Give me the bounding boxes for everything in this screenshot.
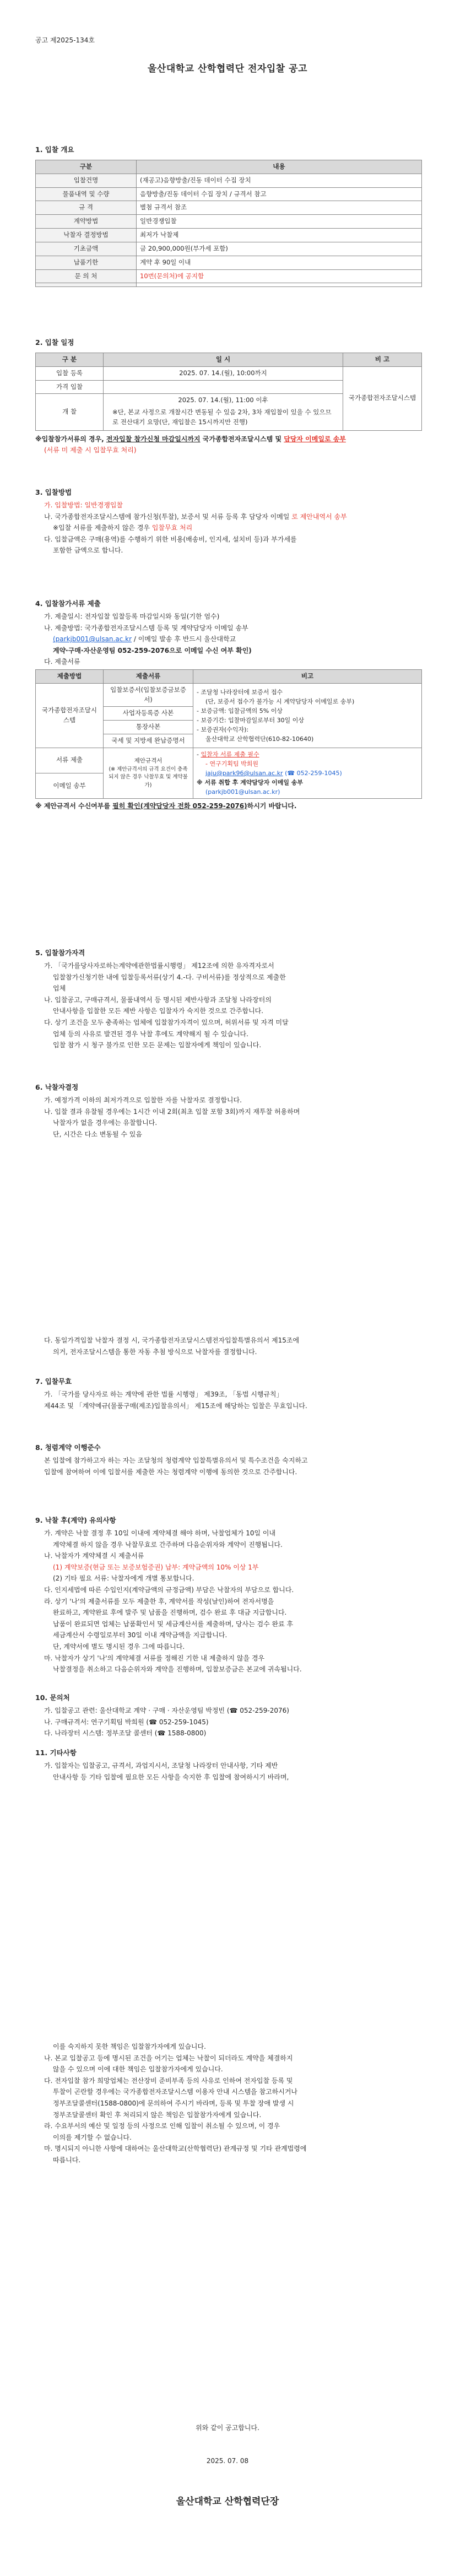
table-row: 계약방법 일반경쟁입찰 xyxy=(36,215,422,229)
table-row: 입찰 등록 2025. 07. 14.(월), 10:00까지 국가종합전자조달시스템 xyxy=(36,366,422,380)
notice-number: 공고 제2025-134호 xyxy=(35,36,95,44)
table-row: 문 의 처 10번(문의처)에 공지함 xyxy=(36,269,422,283)
table-row: 규 격 별첨 규격서 참조 xyxy=(36,201,422,215)
section-heading-method: 3. 입찰방법 xyxy=(35,488,72,496)
col-header-category: 구분 xyxy=(36,160,137,174)
section-heading-documents: 4. 입찰참가서류 제출 xyxy=(35,599,101,608)
schedule-note-1-cont: (서류 미 제출 시 입찰무효 처리) xyxy=(44,446,137,454)
documents-item-da: 다. 제출서류 xyxy=(44,658,80,666)
col-header-content: 내용 xyxy=(137,160,422,174)
documents-item-ga: 가. 제출일시: 전자입찰 입찰등록 마감일시와 동일(기한 엄수) xyxy=(44,613,220,620)
award-section-da: 다. 동일가격입찰 낙찰자 결정 시, 국가종합전자조달시스템전자입찰특별유의서 제15조에 의거, 전자조달시스템을 통한 자동 추첨 방식으로 낙찰자를 결정합니다. xyxy=(44,1336,300,1356)
contract-section: 가. 계약은 낙찰 결정 후 10일 이내에 계약체결 해야 하며, 낙찰업체가 10일 이내 계약체결 하지 않을 경우 낙찰무효로 간주하며 다음순위자와 계약이 진행됩니다. 나. 낙찰자가 계약체결 시 제출서류 (1) 계약보증(현금 또는 보증보험증권) 납부: 계약금액의 10% 이상 1부 (2) 기타 필요 서류: 낙찰자에게 개별 통보합니다. 다. 인지세법에 따른 수입인지(계약금액의 규정금액) 부담은 낙찰자의 부담으로 합니다. 라. 상기 '나'의 제출서류를 모두 제출한 후, 계약서를 작성(날인)하여 전자서명을 완료하고, 계약완료 후에 발주 및 납품을 진행하며, 검수 완료 후 대금 지급합니다. 납품이 완료되면 업체는 납품확인서 및 세금계산서를 제출하며, 당사는 검수 완료 후 세금계산서 수령일로부터 30일 이내 계약금액을 지급합니다. 단, 계약서에 별도 명시된 경우 그에 따릅니다. 마. 낙찰자가 상기 '나'의 계약체결 서류를 정해진 기한 내 제출하지 않을 경우 낙찰결정을 취소하고 다음순위자와 계약을 진행하며, 입찰보증금은 본교에 귀속됩니다. xyxy=(44,1529,302,1674)
notice-date: 2025. 07. 08 xyxy=(206,2457,249,2465)
section-heading-invalid: 7. 입찰무효 xyxy=(35,1377,72,1386)
method-item-na-cont: ※입찰 서류를 제출하지 않은 경우 입찰무효 처리 xyxy=(53,524,193,532)
issuer-name: 울산대학교 산학협력단장 xyxy=(176,2496,279,2507)
method-section xyxy=(35,500,422,557)
page-title: 울산대학교 산학협력단 전자입찰 공고 xyxy=(147,63,307,74)
documents-item-na-email: (parkjb001@ulsan.ac.kr / 이메일 발송 후 반드시 울산대학교 xyxy=(53,635,236,643)
col-header-category: 구 분 xyxy=(36,353,104,367)
etc-section: 가. 입찰자는 입찰공고, 규격서, 과업지시서, 조달청 나라장터 안내사항, 기타 제반 안내사항 등 기타 입찰에 필요한 모든 사항을 숙지한 후 입찰에 참여하시기 바라며, xyxy=(44,1762,289,1781)
section-heading-award: 6. 낙찰자결정 xyxy=(35,1083,79,1091)
overview-table xyxy=(35,160,422,287)
integrity-section: 본 입찰에 참가하고자 하는 자는 조달청의 청렴계약 입찰특별유의서 및 특수조건을 숙지하고 입찰에 참여하여 이에 입찰서를 제출한 자는 청렴계약 이행에 동의한 것으로 간주합니다. xyxy=(44,1457,308,1476)
table-row: 사업자등록증 사본 xyxy=(36,707,422,721)
documents-item-na-contact: 계약·구매·자산운영팀 052-259-2076으로 이메일 수신 여부 확인) xyxy=(53,646,252,654)
table-row: 서류 제출 제안규격서 (※ 제안규격서의 규격 요건이 충족되지 않은 경우 낙찰무효 및 계약불가) - 입찰자 서류 제출 필수 - 연구기획팀 박희원 jaju@park96@ulsan.ac.kr (☎ 052-259-1045) ※ 서류 취합 후 계약담당자 이메일 송부 (parkjb001@ulsan.ac.kr) xyxy=(36,748,422,773)
method-item-ga: 가. 입찰방법: 일반경쟁입찰 xyxy=(44,501,123,509)
award-section: 가. 예정가격 이하의 최저가격으로 입찰한 자를 낙찰자로 결정합니다. 나. 입찰 결과 유찰될 경우에는 1시간 이내 2회(최초 입찰 포함 3회)까지 재투찰 허용하며 낙찰자가 없을 경우에는 유찰합니다. 단, 시간은 다소 변동될 수 있음 xyxy=(44,1096,300,1138)
documents-section xyxy=(35,611,422,813)
table-row: 통장사본 xyxy=(36,721,422,734)
col-header-note: 비 고 xyxy=(343,353,422,367)
schedule-table xyxy=(35,353,422,457)
col-header-datetime: 일 시 xyxy=(104,353,343,367)
documents-note: ※ 제안규격서 수신여부를 필히 확인(계약담당자 전화 052-259-2076)하시기 바랍니다. xyxy=(35,802,297,810)
eligibility-section: 가. 「국가를당사자로하는계약에관한법률시행령」 제12조에 의한 유자격자로서 입찰참가신청기한 내에 입찰등록서류(상기 4.-다. 구비서류)를 정상적으로 제출한 업체 나. 입찰공고, 구매규격서, 물품내역서 등 명시된 제반사항과 조달청 나라장터의 안내사항을 입찰한 모든 제반 사항은 입찰자가 숙지한 것으로 간주합니다. 다. 상기 조건을 모두 충족하는 업체에 입찰참가자격이 있으며, 허위서류 및 자격 미달 업체 등의 사유로 발견된 경우 낙찰 후에도 계약해지 될 수 있습니다. 입찰 참가 시 청구 불가로 인한 모든 문제는 입찰자에게 책임이 있습니다. xyxy=(44,962,289,1049)
schedule-note-1: ※입찰참가서류의 경우, 전자입찰 참가신청 마감일시까지 국가종합전자조달시스템 및 담당자 이메일로 송부 xyxy=(35,435,346,443)
section-heading-overview: 1. 입찰 개요 xyxy=(35,145,74,154)
table-row: 가격 입찰 xyxy=(36,380,422,394)
method-item-da: 다. 입찰금액은 구매(용역)를 수행하기 위한 비용(배송비, 인지세, 설치비 등)과 부가세를 xyxy=(44,535,297,543)
etc-section-cont: 이를 숙지하지 못한 책임은 입찰참가자에게 있습니다. 나. 본교 입찰공고 등에 명시된 조건을 어기는 업체는 낙찰이 되더라도 계약을 체결하지 않을 수 있으며 이에 대한 책임은 입찰참가자에게 있습니다. 다. 전자입찰 참가 희망업체는 전산장비 준비부족 등의 사유로 인하여 전자입찰 등록 및 투찰이 곤란할 경우에는 국가종합전자조달시스템 이용자 안내 시스템을 참고하시거나 정부조달콜센터(1588-0800)에 문의하여 주시기 바라며, 등록 및 투찰 장애 발생 시 정부조달콜센터 확인 후 처리되지 않은 책임은 입찰참가자에게 있습니다. 라. 수요부서의 예산 및 일정 등의 사정으로 인해 입찰이 취소될 수 있으며, 이 경우 이의를 제기할 수 없습니다. 마. 명시되지 아니한 사항에 대하여는 울산대학교(산학협력단) 관계규정 및 기타 관계법령에 따릅니다. xyxy=(44,2043,307,2164)
section-heading-schedule: 2. 입찰 일정 xyxy=(35,338,74,347)
table-row: 국세 및 지방세 완납증명서 xyxy=(36,734,422,748)
documents-table: 제출방법 제출서류 비고 국가종합전자조달시스템 입찰보증서(입찰보증금보증서) - 조달청 나라장터에 보증서 접수 (단, 보증서 접수가 불가능 시 계약담당자 이메일로 송부) - 보증금액: 입찰금액의 5% 이상 - 보증기간: 입찰마감일로부터 30일 이상 - 보증권자(수익자): 울산대학교 산학협력단(610-82-10640) 사업자등록증 사본 통장사본 국세 및 지방세 완납증명서 서류 제출 제안규격서 (※ 제안규격서의 규격 요건이 충족되지 않은 경우 낙찰무효 및 계약불가) - 입찰자 서류 제출 필수 - 연구기획팀 박희원 jaju@park96@ulsan.ac.kr (☎ 052-259-1045) ※ 서류 취합 후 계약담당자 이메일 송부 (parkjb001@ulsan.ac.kr) 이메일 송부 xyxy=(35,669,422,799)
method-item-na: 나. 국가종합전자조달시스템에 참가신청(투찰), 보증서 및 서류 등록 후 담당자 이메일 로 제안내역서 송부 xyxy=(44,512,347,521)
table-row: 개 찰 2025. 07. 14.(월), 11:00 이후 ※단, 본교 사정으로 개찰시간 변동될 수 있음 2차, 3차 재입찰이 있을 수 있으므로 전산대기 요망(단, 재입찰은 15시까지만 진행) xyxy=(36,394,422,430)
section-heading-eligibility: 5. 입찰참가자격 xyxy=(35,949,85,957)
invalid-section: 가. 「국가를 당사자로 하는 계약에 관한 법률 시행령」 제39조, 「동법 시행규칙」 제44조 및 「계약예규(물품구매(제조)입찰유의서」 제15조에 해당하는 입찰은 무효입니다. xyxy=(44,1390,307,1410)
table-row: 이메일 송부 xyxy=(36,773,422,798)
table-row: 물품내역 및 수량 음향방출/진동 데이터 수집 장치 / 규격서 참고 xyxy=(36,187,422,201)
table-row: 납품기한 계약 후 90일 이내 xyxy=(36,256,422,269)
table-row: 입찰건명 (재공고)음향방출/진동 데이터 수집 장치 xyxy=(36,174,422,187)
table-row: 국가종합전자조달시스템 입찰보증서(입찰보증금보증서) - 조달청 나라장터에 보증서 접수 (단, 보증서 접수가 불가능 시 계약담당자 이메일로 송부) - 보증금액: 입찰금액의 5% 이상 - 보증기간: 입찰마감일로부터 30일 이상 - 보증권자(수익자): 울산대학교 산학협력단(610-82-10640) xyxy=(36,683,422,707)
table-row: 낙찰자 결정방법 최저가 낙찰제 xyxy=(36,229,422,242)
table-row: 기초금액 금 20,900,000원(부가세 포함) xyxy=(36,242,422,256)
method-item-da-cont: 포함한 금액으로 합니다. xyxy=(53,546,123,555)
documents-item-na: 나. 제출방법: 국가종합전자조달시스템 등록 및 계약담당자 이메일 송부 xyxy=(44,624,248,632)
closing-remark: 위와 같이 공고합니다. xyxy=(196,2424,259,2432)
section-heading-etc: 11. 기타사항 xyxy=(35,1749,77,1757)
section-heading-integrity: 8. 청렴계약 이행준수 xyxy=(35,1443,101,1452)
section-heading-contact: 10. 문의처 xyxy=(35,1693,70,1702)
section-heading-contract: 9. 낙찰 후(계약) 유의사항 xyxy=(35,1516,116,1524)
table-row xyxy=(36,283,422,287)
contact-section: 가. 입찰공고 관련: 울산대학교 계약 · 구매 · 자산운영팀 박정빈 (☎ 052-259-2076) 나. 구매규격서: 연구기획팀 박희원 (☎ 052-259-1045) 다. 나라장터 시스템: 정부조달 콜센터 (☎ 1588-0800) xyxy=(44,1707,289,1738)
